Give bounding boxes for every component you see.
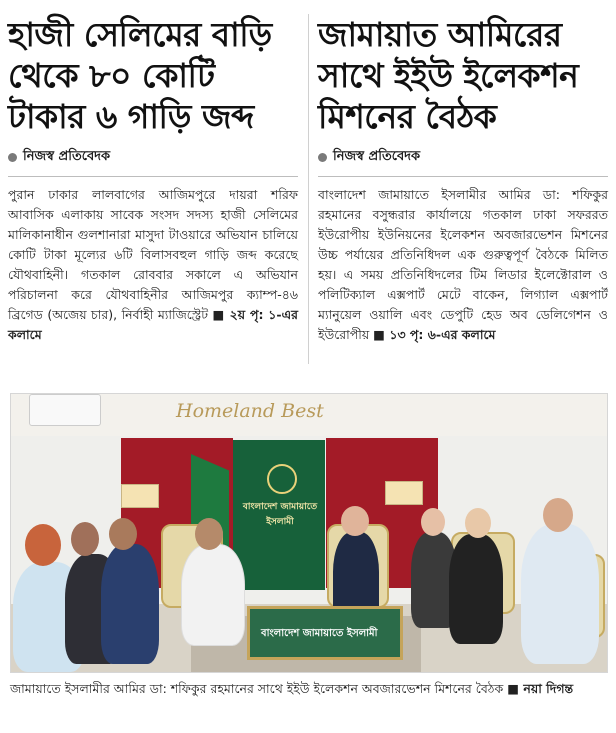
right-headline-line-2: সাথে ইইউ ইলেকশন [318,56,579,95]
person-head [109,518,137,550]
meeting-photo [10,393,608,673]
lamp-right [385,481,423,505]
left-headline-line-3: টাকার ৬ গাড়ি জব্দ [8,97,254,136]
right-headline-line-1: জামায়াত আমিরের [318,15,562,54]
right-body [318,185,608,345]
person-head [341,506,369,536]
person [181,544,245,646]
left-byline-text: নিজস্ব প্রতিবেদক [23,149,111,164]
right-headline-line-3: মিশনের বৈঠক [318,97,497,136]
person [449,534,503,644]
person-head [465,508,491,538]
column-divider [308,14,309,364]
person-head [71,522,99,556]
right-byline-text: নিজস্ব প্রতিবেদক [333,149,421,164]
left-body [8,185,298,345]
air-conditioner [29,394,101,426]
lamp-left [121,484,159,508]
bullet-icon [8,153,17,162]
person [101,544,159,664]
right-rule [318,176,608,177]
person [521,524,599,664]
right-headline [318,14,608,137]
left-byline [8,147,298,168]
left-body-text: পুরান ঢাকার লালবাগের আজিমপুরে দায়রা শরিফ আবাসিক এলাকায় সাবেক সংসদ সদস্য হাজী সেলিমের মালিকানাধীন গুলশানারা মাসুদা টাওয়ারে অভিযান চালিয়ে কোটি টাকা মূল্যের ৬টি বিলাসবহুল গাড়ি জব্দ করেছে যৌথবাহিনী। গতকাল রোববার সকালে এ অভিযান পরিচালনা করে যৌথবাহিনীর আজিমপুর ক্যাম্প-৪৬ ব্রিগেড (অজেয় চার), নির্বাহী ম্যাজিস্ট্রেট [8,187,298,322]
backdrop-logo-text: বাংলাদেশ জামায়াতে ইসলামী [242,502,318,527]
caption-text: জামায়াতে ইসলামীর আমির ডা: শফিকুর রহমানের সাথে ইইউ ইলেকশন অবজারভেশন মিশনের বৈঠক [10,681,504,696]
left-headline [8,14,298,137]
wall-sign: Homeland Best [176,400,324,422]
right-continuation: ■ ১৩ পৃ: ৬-এর কলামে [373,327,496,342]
left-headline-line-2: থেকে ৮০ কোটি [8,56,215,95]
person-head [195,518,223,550]
right-article [318,0,608,345]
person-head [543,498,573,532]
bullet-icon [318,153,327,162]
right-body-text: বাংলাদেশ জামায়াতে ইসলামীর আমির ডা: শফিকুর রহমানের বসুন্ধরার কার্যালয়ে গতকাল ঢাকা সফররত ইউরোপীয় ইউনিয়নের ইলেকশন অবজারভেশন মিশনের উচ্চ পর্যায়ের প্রতিনিধিদল এক গুরুত্বপূর্ণ বৈঠকে মিলিত হয়। এ সময় প্রতিনিধিদলের টিম লিডার ইলেক্টোরাল ও পলিটিক্যাল এক্সপার্ট মেটে বাকেন, লিগ্যাল এক্সপার্ট ম্যানুয়েল ওয়ালি এবং ডেপুটি হেড অব ডেলিগেশন ও ইউরোপীয় [318,187,608,342]
right-byline [318,147,608,168]
party-logo-icon [267,464,297,494]
person-head [25,524,61,566]
photo-caption [10,679,606,698]
caption-source: ■ নয়া দিগন্ত [507,681,574,696]
left-continuation: ■ ২য় পৃ: ১-এর কলামে [8,307,298,342]
left-rule [8,176,298,177]
left-headline-line-1: হাজী সেলিমের বাড়ি [8,15,272,54]
person-head [421,508,445,536]
left-article [8,0,298,345]
table-logo-text: বাংলাদেশ জামায়াতে ইসলামী [261,628,378,639]
